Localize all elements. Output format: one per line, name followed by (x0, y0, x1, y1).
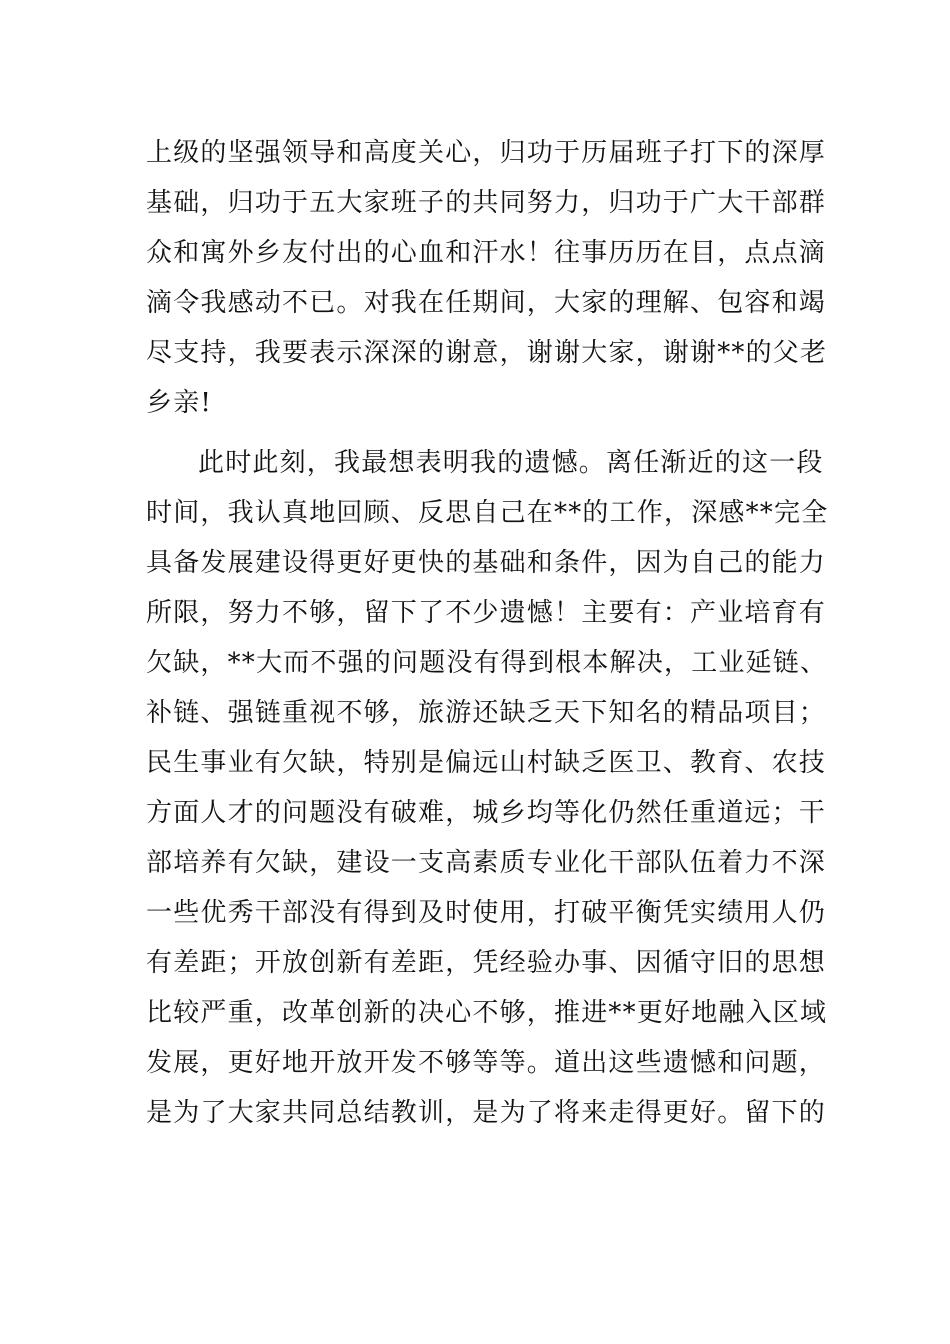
text-line: 上级的坚强领导和高度关心，归功于历届班子打下的深厚 (146, 138, 827, 168)
text-line: 欠缺，**大而不强的问题没有得到根本解决，工业延链、 (146, 648, 828, 678)
paragraph-1 (146, 128, 828, 428)
text-line: 一些优秀干部没有得到及时使用，打破平衡凭实绩用人仍 (146, 898, 827, 928)
text-line: 基础，归功于五大家班子的共同努力，归功于广大干部群 (146, 188, 827, 218)
text-line: 众和寓外乡友付出的心血和汗水！往事历历在目，点点滴 (146, 238, 827, 268)
text-line: 部培养有欠缺，建设一支高素质专业化干部队伍着力不深 (146, 848, 827, 878)
text-line: 滴令我感动不已。对我在任期间，大家的理解、包容和竭 (146, 288, 827, 318)
text-line: 发展，更好地开放开发不够等等。道出这些遗憾和问题， (146, 1048, 827, 1078)
text-line: 时间，我认真地回顾、反思自己在**的工作，深感**完全 (146, 498, 829, 528)
paragraph-2 (146, 438, 829, 1138)
text-line: 方面人才的问题没有破难，城乡均等化仍然任重道远；干 (146, 798, 827, 828)
text-line: 乡亲! (146, 388, 213, 418)
text-line: 具备发展建设得更好更快的基础和条件，因为自己的能力 (146, 548, 827, 578)
text-line: 尽支持，我要表示深深的谢意，谢谢大家，谢谢**的父老 (146, 338, 828, 368)
text-line: 比较严重，改革创新的决心不够，推进**更好地融入区域 (146, 998, 828, 1028)
text-line: 民生事业有欠缺，特别是偏远山村缺乏医卫、教育、农技 (146, 748, 827, 778)
text-line: 是为了大家共同总结教训，是为了将来走得更好。留下的 (146, 1098, 827, 1128)
text-line: 有差距；开放创新有差距，凭经验办事、因循守旧的思想 (146, 948, 827, 978)
text-line: 补链、强链重视不够，旅游还缺乏天下知名的精品项目； (146, 698, 827, 728)
text-line: 此时此刻，我最想表明我的遗憾。离任渐近的这一段 (198, 448, 824, 478)
text-line: 所限，努力不够，留下了不少遗憾！主要有：产业培育有 (146, 598, 827, 628)
